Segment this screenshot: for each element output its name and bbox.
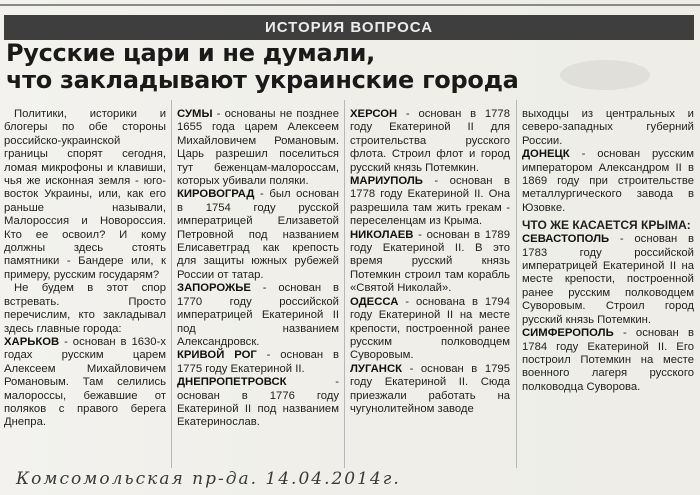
city-entry-sumy (177, 108, 339, 188)
city-name: ЛУГАНСК (350, 362, 403, 375)
city-name: ЗАПОРОЖЬЕ (177, 282, 251, 295)
column-divider (171, 100, 172, 468)
column-divider (344, 100, 345, 468)
city-entry-kirovograd (177, 188, 339, 282)
city-name: ОДЕССА (350, 295, 399, 308)
city-name: НИКОЛАЕВ (350, 228, 414, 241)
city-entry-zaporozhye (177, 282, 339, 349)
article-headline (6, 40, 694, 94)
column-divider (516, 100, 517, 468)
city-text: - основан в 1784 году Екатериной II. Его построил Потемкин на месте военного лагеря русского полководца Суворова. (522, 327, 694, 393)
city-text: - основан в 1778 году Екатериной II. Она разрешила там жить грекам - переселенцам из Крыма. (350, 175, 510, 228)
city-entry-krivoy-rog (177, 349, 339, 376)
continued-paragraph: выходцы из центральных и северо-западных губерний России. (522, 108, 694, 147)
rubric-bar (4, 15, 694, 40)
city-entry-donetsk (522, 148, 694, 215)
city-text: - основаны не позднее 1655 года царем Алексеем Михайловичем Романовым. Царь разрешил поселиться тут беженцам-малороссам, которых убивали поляки. (177, 108, 339, 188)
city-entry-dnepropetrovsk (177, 376, 339, 430)
city-name: СУМЫ (177, 108, 213, 120)
city-text: - был основан в 1754 году русской императрицей Елизаветой Петровной под названием Елисаветград как крепость для защиты южных рубежей России от татар. (177, 188, 339, 281)
city-text: - основан в 1778 году Екатериной II для строительства русского флота. Строил флот и город русский князь Потемкин. (350, 108, 510, 174)
city-name: МАРИУПОЛЬ (350, 175, 423, 188)
article-column-1 (4, 108, 166, 430)
city-entry-lugansk (350, 363, 510, 417)
city-name: КИРОВОГРАД (177, 188, 255, 201)
city-name: ХЕРСОН (350, 108, 398, 120)
city-name: КРИВОЙ РОГ (177, 349, 257, 362)
city-text: - основан в 1770 году российской императрицей Екатериной II под названием Александровск. (177, 282, 339, 348)
city-text: - основан в 1783 году российской императрицей Екатериной II на месте крепости, построенной ранее русским полководцем Суворовым. Строил город русский князь Потемкин. (522, 233, 694, 326)
city-name: ДНЕПРОПЕТРОВСК (177, 376, 287, 389)
article-column-4 (522, 108, 694, 394)
crimea-subheading: ЧТО ЖЕ КАСАЕТСЯ КРЫМА: (522, 218, 691, 233)
city-text: - основан в 1795 году Екатериной II. Сюда приезжали работать на чугунолитейном заводе (350, 362, 510, 415)
city-name: СИМФЕРОПОЛЬ (522, 327, 614, 340)
city-text: - основан в 1776 году Екатериной II под названием Екатеринослав. (177, 376, 339, 429)
city-text: - основана в 1794 году Екатериной II на месте крепости, построенной ранее русским полководцем Суворовым. (350, 295, 510, 362)
city-text: - основан русским императором Александром II в 1869 году при строительстве металлургического завода в Юзовке. (522, 148, 694, 214)
article-column-2 (177, 108, 339, 430)
rubric-title: ИСТОРИЯ ВОПРОСА (264, 19, 434, 36)
city-entry-kherson (350, 108, 510, 175)
top-rule (0, 4, 700, 6)
intro-paragraph: Не будем в этот спор встревать. Просто перечислим, кто закладывал здесь главные города: (4, 282, 166, 335)
city-name: ХАРЬКОВ (4, 335, 60, 348)
city-entry-simferopol (522, 327, 694, 394)
city-name: ДОНЕЦК (522, 148, 570, 161)
city-text: - основан в 1789 году Екатериной II. В это время русский князь Потемкин строил там корабль «Святой Николай». (350, 228, 510, 295)
city-name: СЕВАСТОПОЛЬ (522, 233, 610, 246)
city-text: - основан в 1630-х годах русским царем Алексеем Михайловичем Романовым. Там селились малороссы, бежавшие от поляков с правого берега Днепра. (4, 335, 166, 429)
city-entry-mariupol (350, 175, 510, 229)
city-entry-nikolaev (350, 229, 510, 296)
city-entry-kharkov (4, 336, 166, 430)
article-column-3 (350, 108, 510, 416)
handwritten-source-note: Комсомольская пр-да. 14.04.2014г. (16, 469, 401, 489)
intro-paragraph: Политики, историки и блогеры по обе стороны российско-украинской границы спорят сегодня, ломая микрофоны и клавиши, чья же исконная земля - юго-восток Украины, или, как его раньше называли, Малороссия и Новороссия. Кто ее освоил? И кому должны здесь стоять памятники - Бандере или, к примеру, русским государям? (4, 108, 166, 281)
city-entry-sevastopol (522, 233, 694, 327)
city-text: - основан в 1775 году Екатериной II. (177, 349, 339, 375)
headline-line-1: Русские цари и не думали, (6, 39, 376, 67)
city-entry-odessa (350, 296, 510, 363)
headline-line-2: что закладывают украинские города (6, 66, 519, 94)
